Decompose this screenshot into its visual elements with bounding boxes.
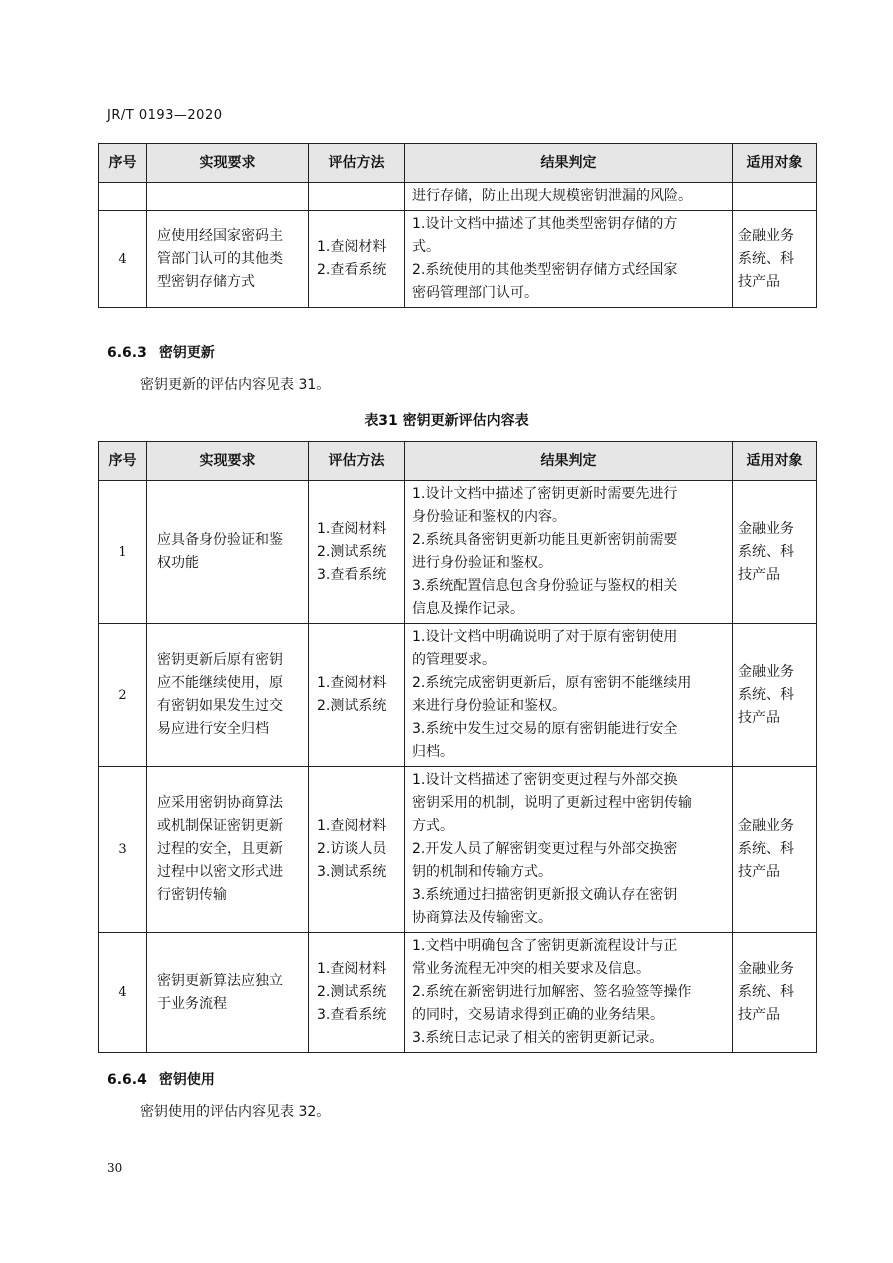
cell-result-line: 2.系统具备密钥更新功能且更新密钥前需要: [412, 532, 678, 548]
cell-method: [309, 767, 405, 933]
cell-object-line: 技产品: [738, 273, 780, 290]
col-header-requirement: 实现要求: [147, 144, 309, 183]
cell-requirement-line: 过程的安全，且更新: [157, 841, 283, 857]
cell-requirement-line: 密钥更新算法应独立: [157, 972, 283, 989]
cell-method: [309, 183, 405, 211]
cell-result-line: 1.设计文档描述了密钥变更过程与外部交换: [412, 772, 678, 788]
cell-result-line: 1.设计文档中明确说明了对于原有密钥使用: [412, 629, 678, 645]
table-row: [99, 183, 817, 211]
cell-requirement-line: 应采用密钥协商算法: [157, 795, 283, 811]
cell-result-line: 信息及操作记录。: [412, 601, 524, 617]
cell-method-line: 1.查阅材料: [317, 818, 387, 834]
cell-method-line: 1.查阅材料: [317, 520, 387, 537]
cell-result: [405, 211, 733, 308]
cell-requirement-line: 应不能继续使用，原: [157, 675, 283, 691]
cell-result-line: 3.系统日志记录了相关的密钥更新记录。: [412, 1030, 664, 1046]
section-number: 6.6.4: [107, 1072, 147, 1088]
cell-result-line: 方式。: [412, 818, 454, 834]
cell-method-line: 3.查看系统: [317, 1007, 387, 1023]
cell-method-line: 2.测试系统: [317, 543, 387, 560]
table-row: [99, 624, 817, 767]
cell-requirement-line: 行密钥传输: [157, 887, 227, 903]
cell-result-line: 密码管理部门认可。: [412, 285, 538, 301]
cell-object: [733, 211, 817, 308]
cell-object-line: 技产品: [738, 1007, 780, 1023]
cell-requirement: [147, 481, 309, 624]
cell-result-line: 的同时，交易请求得到正确的业务结果。: [412, 1007, 664, 1023]
cell-result-line: 进行存储，防止出现大规模密钥泄漏的风险。: [412, 188, 692, 204]
cell-no: 4: [99, 211, 147, 308]
table-key-storage-continued: [98, 143, 817, 308]
table-row: [99, 481, 817, 624]
cell-result-line: 常业务流程无冲突的相关要求及信息。: [412, 961, 650, 977]
table-header-row: [99, 144, 817, 183]
cell-object-line: 技产品: [738, 709, 780, 726]
cell-no: 2: [99, 624, 147, 767]
cell-result-line: 2.系统在新密钥进行加解密、签名验签等操作: [412, 984, 692, 1000]
cell-object: [733, 624, 817, 767]
col-header-result: 结果判定: [405, 144, 733, 183]
cell-method-line: 1.查阅材料: [317, 675, 387, 691]
cell-object-line: 系统、科: [738, 543, 794, 560]
cell-result-line: 1.文档中明确包含了密钥更新流程设计与正: [412, 938, 678, 954]
cell-no: 3: [99, 767, 147, 933]
cell-method: [309, 624, 405, 767]
cell-method-line: 3.测试系统: [317, 864, 387, 880]
cell-object-line: 金融业务: [738, 227, 794, 244]
cell-object-line: 系统、科: [738, 841, 794, 857]
cell-method: [309, 211, 405, 308]
cell-result-line: 身份验证和鉴权的内容。: [412, 509, 566, 525]
col-header-object: 适用对象: [733, 144, 817, 183]
cell-requirement: [147, 183, 309, 211]
cell-requirement: [147, 767, 309, 933]
cell-result: [405, 183, 733, 211]
cell-result-line: 3.系统配置信息包含身份验证与鉴权的相关: [412, 578, 678, 594]
cell-result-line: 2.开发人员了解密钥变更过程与外部交换密: [412, 841, 678, 857]
cell-method-line: 2.测试系统: [317, 698, 387, 714]
cell-result-line: 3.系统中发生过交易的原有密钥能进行安全: [412, 721, 678, 737]
cell-result-line: 协商算法及传输密文。: [412, 910, 552, 926]
col-header-method: 评估方法: [309, 442, 405, 481]
cell-result: [405, 481, 733, 624]
document-code: JR/T 0193—2020: [107, 108, 223, 123]
cell-method-line: 1.查阅材料: [317, 961, 387, 977]
cell-object-line: 系统、科: [738, 686, 794, 703]
cell-result-line: 来进行身份验证和鉴权。: [412, 698, 566, 714]
cell-object-line: 金融业务: [738, 961, 794, 977]
cell-result-line: 归档。: [412, 744, 454, 760]
cell-object-line: 技产品: [738, 864, 780, 880]
col-header-object: 适用对象: [733, 442, 817, 481]
col-header-no: 序号: [99, 144, 147, 183]
cell-result-line: 密钥采用的机制，说明了更新过程中密钥传输: [412, 795, 692, 811]
table-row: [99, 933, 817, 1053]
col-header-requirement: 实现要求: [147, 442, 309, 481]
cell-result-line: 1.设计文档中描述了其他类型密钥存储的方: [412, 216, 678, 232]
col-header-method: 评估方法: [309, 144, 405, 183]
cell-object-line: 金融业务: [738, 520, 794, 537]
cell-requirement-line: 过程中以密文形式进: [157, 864, 283, 880]
cell-object-line: 金融业务: [738, 663, 794, 680]
cell-method-line: 2.访谈人员: [317, 841, 387, 857]
cell-requirement-line: 应具备身份验证和鉴: [157, 532, 283, 548]
cell-requirement-line: 于业务流程: [157, 995, 227, 1012]
section-paragraph-6-6-4: 密钥使用的评估内容见表 32。: [140, 1104, 331, 1120]
cell-result-line: 3.系统通过扫描密钥更新报文确认存在密钥: [412, 887, 678, 903]
section-heading-6-6-3: [107, 342, 215, 362]
cell-object: [733, 481, 817, 624]
cell-method-line: 2.查看系统: [317, 262, 387, 278]
cell-requirement-line: 密钥更新后原有密钥: [157, 652, 283, 668]
cell-requirement: [147, 933, 309, 1053]
cell-result-line: 2.系统完成密钥更新后，原有密钥不能继续用: [412, 675, 692, 691]
cell-requirement-line: 管部门认可的其他类: [157, 250, 283, 267]
cell-object: [733, 933, 817, 1053]
cell-result-line: 的管理要求。: [412, 652, 496, 668]
cell-method: [309, 933, 405, 1053]
cell-object: [733, 183, 817, 211]
col-header-no: 序号: [99, 442, 147, 481]
cell-requirement-line: 或机制保证密钥更新: [157, 818, 283, 834]
cell-object-line: 系统、科: [738, 250, 794, 267]
section-title: 密钥使用: [158, 1072, 215, 1088]
cell-result-line: 2.系统使用的其他类型密钥存储方式经国家: [412, 262, 678, 278]
section-title: 密钥更新: [158, 345, 215, 361]
cell-result: [405, 624, 733, 767]
cell-object-line: 系统、科: [738, 984, 794, 1000]
cell-object-line: 金融业务: [738, 818, 794, 834]
cell-requirement-line: 权功能: [157, 555, 199, 571]
cell-result-line: 1.设计文档中描述了密钥更新时需要先进行: [412, 486, 678, 502]
cell-method-line: 1.查阅材料: [317, 239, 387, 255]
cell-no: [99, 183, 147, 211]
table-header-row: [99, 442, 817, 481]
cell-method: [309, 481, 405, 624]
page-number: 30: [107, 1161, 123, 1175]
cell-result-line: 进行身份验证和鉴权。: [412, 555, 552, 571]
cell-requirement-line: 型密钥存储方式: [157, 273, 255, 290]
cell-result: [405, 933, 733, 1053]
cell-result: [405, 767, 733, 933]
table-31-key-update: [98, 441, 817, 1053]
cell-requirement: [147, 624, 309, 767]
cell-object-line: 技产品: [738, 566, 780, 583]
cell-result-line: 式。: [412, 239, 440, 255]
cell-requirement-line: 易应进行安全归档: [157, 721, 269, 737]
cell-result-line: 钥的机制和传输方式。: [412, 864, 552, 880]
col-header-result: 结果判定: [405, 442, 733, 481]
cell-requirement-line: 有密钥如果发生过交: [157, 698, 283, 714]
cell-object: [733, 767, 817, 933]
table-caption-31: 表31 密钥更新评估内容表: [364, 413, 529, 429]
section-number: 6.6.3: [107, 345, 147, 361]
section-paragraph-6-6-3: 密钥更新的评估内容见表 31。: [140, 377, 331, 393]
section-heading-6-6-4: [107, 1069, 215, 1089]
cell-no: 1: [99, 481, 147, 624]
table-row: [99, 211, 817, 308]
table-row: [99, 767, 817, 933]
cell-method-line: 2.测试系统: [317, 984, 387, 1000]
cell-requirement: [147, 211, 309, 308]
cell-method-line: 3.查看系统: [317, 566, 387, 583]
cell-no: 4: [99, 933, 147, 1053]
cell-requirement-line: 应使用经国家密码主: [157, 227, 283, 244]
